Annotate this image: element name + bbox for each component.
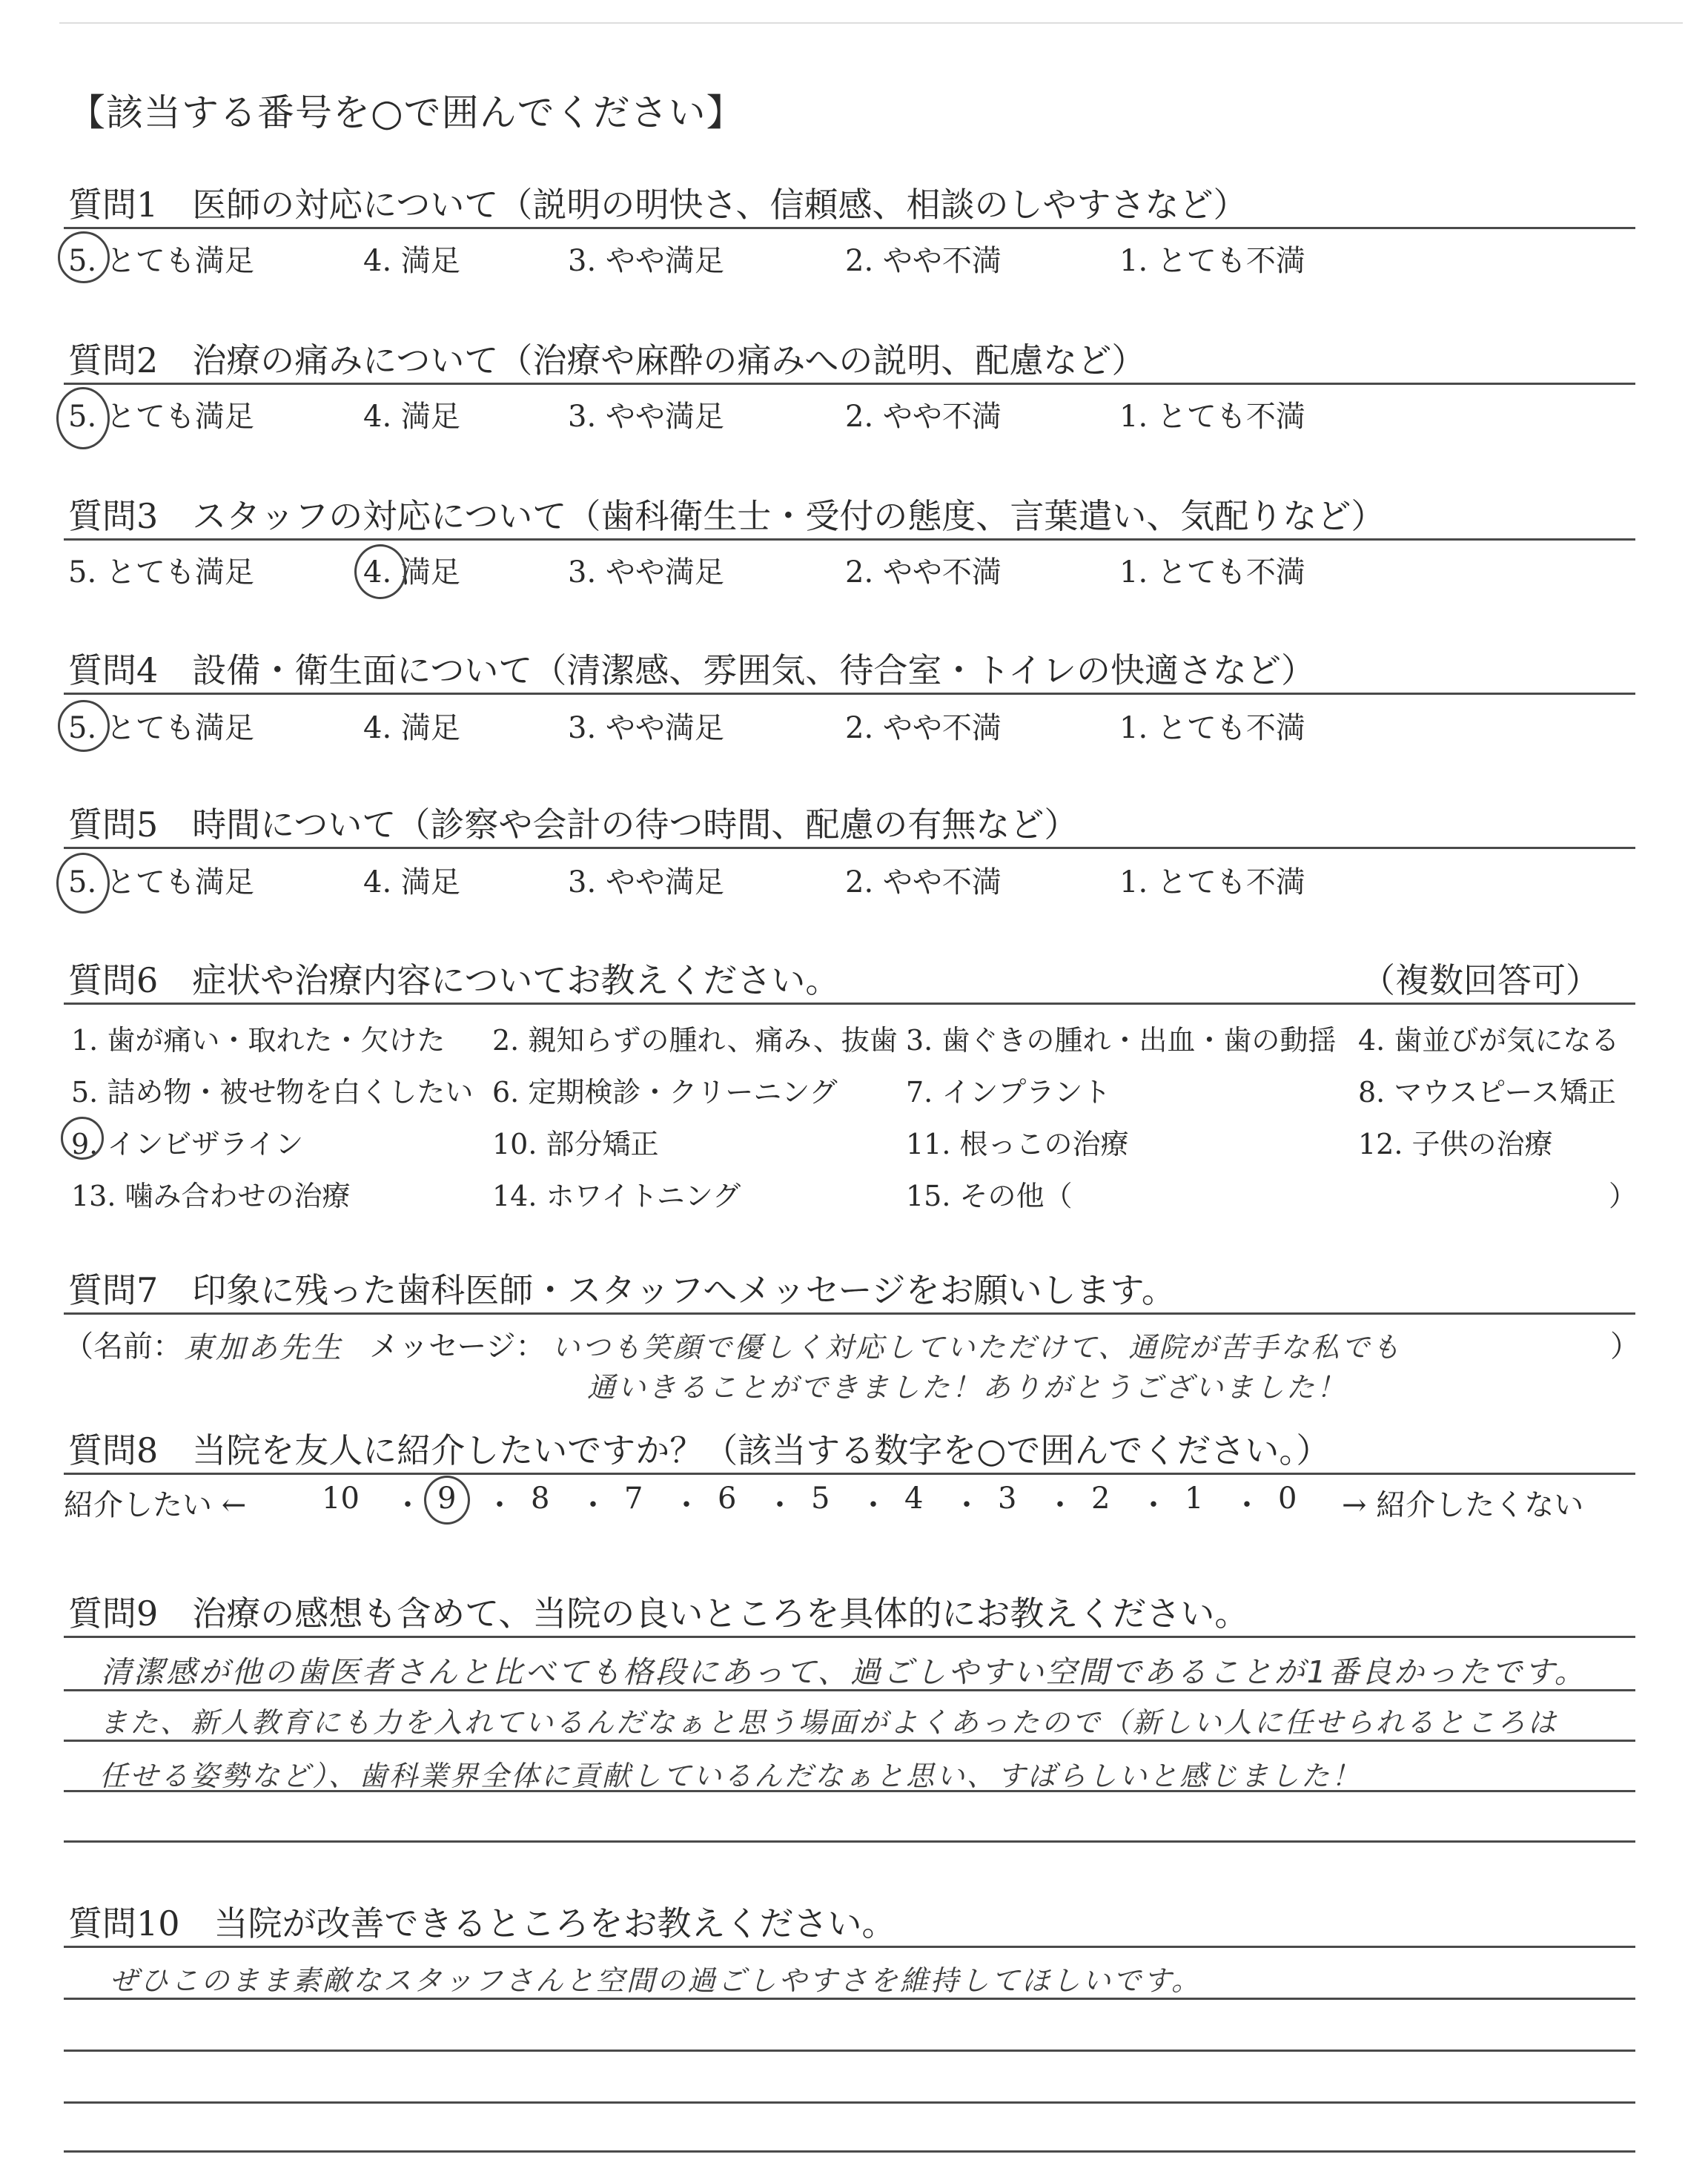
- q5-option-2[interactable]: 2. やや不満: [845, 865, 1002, 899]
- q7-title: 質問7 印象に残った歯科医師・スタッフへメッセージをお願いします。: [68, 1270, 1176, 1310]
- q5-option-1[interactable]: 1. とても不満: [1119, 865, 1305, 899]
- q2-option-2[interactable]: 2. やや不満: [845, 400, 1002, 434]
- q7-name-handwritten[interactable]: 東加あ先生: [184, 1331, 343, 1365]
- q8-title: 質問8 当院を友人に紹介したいですか？（該当する数字を○で囲んでください。）: [68, 1430, 1331, 1470]
- q6-option-9[interactable]: 9. インビザライン: [71, 1128, 304, 1160]
- instructions-heading: 【該当する番号を○で囲んでください】: [68, 91, 744, 134]
- q6-option-5[interactable]: 5. 詰め物・被せ物を白くしたい: [71, 1076, 474, 1109]
- q8-number-6[interactable]: 6: [718, 1482, 737, 1516]
- q6-option-11[interactable]: 11. 根っこの治療: [906, 1128, 1129, 1160]
- q10-answer-rule-3: [64, 2101, 1635, 2104]
- q9-answer-line-3[interactable]: 任せる姿勢など）、歯科業界全体に貢献しているんだなぁと思い、すばらしいと感じました！: [99, 1760, 1363, 1792]
- q8-number-8[interactable]: 8: [531, 1482, 550, 1516]
- q6-option-4[interactable]: 4. 歯並びが気になる: [1358, 1024, 1620, 1057]
- q8-dot: ・: [1045, 1488, 1075, 1522]
- q10-title: 質問10 当院が改善できるところをお教えください。: [68, 1903, 896, 1943]
- q9-answer-rule-2: [64, 1740, 1635, 1742]
- q8-dot: ・: [1139, 1488, 1168, 1522]
- q7-close-paren: ）: [1610, 1330, 1640, 1364]
- q9-answer-rule-1: [64, 1689, 1635, 1691]
- q4-option-5[interactable]: 5. とても満足: [68, 711, 254, 745]
- q6-option-14[interactable]: 14. ホワイトニング: [492, 1180, 741, 1212]
- q10-answer-line-1[interactable]: ぜひこのまま素敵なスタッフさんと空間の過ごしやすさを維持してほしいです。: [110, 1964, 1202, 1997]
- q3-option-1[interactable]: 1. とても不満: [1119, 555, 1305, 589]
- q8-number-4[interactable]: 4: [904, 1482, 924, 1516]
- q5-selection-circle: [56, 853, 110, 914]
- q6-option-8[interactable]: 8. マウスピース矯正: [1358, 1076, 1616, 1109]
- q10-rule: [64, 1946, 1635, 1948]
- q8-dot: ・: [578, 1488, 608, 1522]
- q4-selection-circle: [58, 700, 110, 752]
- q9-rule: [64, 1636, 1635, 1638]
- q2-rule: [64, 383, 1635, 385]
- q1-title: 質問1 医師の対応について（説明の明快さ、信頼感、相談のしやすさなど）: [68, 185, 1248, 225]
- q1-selection-circle: [58, 231, 110, 283]
- q8-selection-circle: [424, 1476, 470, 1525]
- q6-option-10[interactable]: 10. 部分矯正: [492, 1128, 659, 1160]
- q2-option-5[interactable]: 5. とても満足: [68, 400, 254, 434]
- q8-right-label: → 紹介したくない: [1342, 1488, 1584, 1522]
- q7-message-line-1[interactable]: いつも笑顔で優しく対応していただけて、通院が苦手な私でも: [552, 1331, 1403, 1364]
- q8-dot: ・: [765, 1488, 795, 1522]
- q8-number-7[interactable]: 7: [624, 1482, 643, 1516]
- q2-option-3[interactable]: 3. やや満足: [568, 400, 724, 434]
- q8-left-label: 紹介したい ←: [64, 1488, 247, 1522]
- q3-option-3[interactable]: 3. やや満足: [568, 555, 724, 589]
- q2-option-4[interactable]: 4. 満足: [363, 400, 460, 434]
- q4-option-4[interactable]: 4. 満足: [363, 711, 460, 745]
- q6-option-13[interactable]: 13. 噛み合わせの治療: [71, 1180, 351, 1212]
- scan-top-edge: [59, 22, 1683, 24]
- q5-option-3[interactable]: 3. やや満足: [568, 865, 724, 899]
- q8-number-10[interactable]: 10: [322, 1482, 360, 1516]
- q8-number-0[interactable]: 0: [1278, 1482, 1297, 1516]
- q4-title: 質問4 設備・衛生面について（清潔感、雰囲気、待合室・トイレの快適さなど）: [68, 650, 1316, 690]
- q3-selection-circle: [354, 544, 406, 599]
- q6-option-1[interactable]: 1. 歯が痛い・取れた・欠けた: [71, 1024, 446, 1057]
- q8-number-9[interactable]: 9: [437, 1482, 457, 1516]
- q5-option-5[interactable]: 5. とても満足: [68, 865, 254, 899]
- q8-dot: ・: [1232, 1488, 1262, 1522]
- q8-number-5[interactable]: 5: [811, 1482, 830, 1516]
- q8-dot: ・: [485, 1488, 514, 1522]
- q3-option-4[interactable]: 4. 満足: [363, 555, 460, 589]
- q4-option-2[interactable]: 2. やや不満: [845, 711, 1002, 745]
- q3-option-5[interactable]: 5. とても満足: [68, 555, 254, 589]
- q6-other-close-paren: ）: [1609, 1180, 1638, 1212]
- q1-rule: [64, 227, 1635, 229]
- q6-rule: [64, 1003, 1635, 1005]
- q3-option-2[interactable]: 2. やや不満: [845, 555, 1002, 589]
- q10-answer-rule-4: [64, 2150, 1635, 2153]
- q6-option-3[interactable]: 3. 歯ぐきの腫れ・出血・歯の動揺: [906, 1024, 1337, 1057]
- q9-answer-rule-4: [64, 1840, 1635, 1843]
- q6-option-12[interactable]: 12. 子供の治療: [1358, 1128, 1553, 1160]
- q1-option-5[interactable]: 5. とても満足: [68, 244, 254, 278]
- q6-option-6[interactable]: 6. 定期検診・クリーニング: [492, 1076, 838, 1109]
- q6-option-2[interactable]: 2. 親知らずの腫れ、痛み、抜歯: [492, 1024, 898, 1057]
- q6-title: 質問6 症状や治療内容についてお教えください。: [68, 960, 840, 1000]
- q8-number-2[interactable]: 2: [1091, 1482, 1110, 1516]
- q9-answer-rule-3: [64, 1790, 1635, 1792]
- q8-number-3[interactable]: 3: [998, 1482, 1017, 1516]
- q2-title: 質問2 治療の痛みについて（治療や麻酔の痛みへの説明、配慮など）: [68, 340, 1146, 380]
- q6-option-7[interactable]: 7. インプラント: [906, 1076, 1111, 1109]
- q8-dot: ・: [858, 1488, 888, 1522]
- q8-dot: ・: [393, 1488, 423, 1522]
- q9-answer-line-1[interactable]: 清潔感が他の歯医者さんと比べても格段にあって、過ごしやすい空間であることが1番良かったです。: [101, 1654, 1587, 1690]
- q6-selection-circle: [61, 1117, 104, 1160]
- q1-option-3[interactable]: 3. やや満足: [568, 244, 724, 278]
- q7-rule: [64, 1312, 1635, 1315]
- q4-option-1[interactable]: 1. とても不満: [1119, 711, 1305, 745]
- q7-name-label: （名前：: [64, 1330, 182, 1364]
- q1-option-1[interactable]: 1. とても不満: [1119, 244, 1305, 278]
- q2-selection-circle: [56, 387, 110, 449]
- q2-option-1[interactable]: 1. とても不満: [1119, 400, 1305, 434]
- q9-title: 質問9 治療の感想も含めて、当院の良いところを具体的にお教えください。: [68, 1593, 1249, 1634]
- q1-option-2[interactable]: 2. やや不満: [845, 244, 1002, 278]
- q7-message-line-2[interactable]: 通いきることができました！ありがとうございました！: [587, 1371, 1348, 1404]
- q7-message-label: メッセージ：: [369, 1330, 546, 1364]
- q8-dot: ・: [952, 1488, 982, 1522]
- q10-answer-rule-2: [64, 2050, 1635, 2052]
- q5-title: 質問5 時間について（診察や会計の待つ時間、配慮の有無など）: [68, 805, 1079, 845]
- q8-dot: ・: [672, 1488, 701, 1522]
- q9-answer-line-2[interactable]: また、新人教育にも力を入れているんだなぁと思う場面がよくあったので（新しい人に任せられるところは: [99, 1706, 1558, 1739]
- q5-rule: [64, 847, 1635, 849]
- q3-title: 質問3 スタッフの対応について（歯科衛生士・受付の態度、言葉遣い、気配りなど）: [68, 496, 1386, 536]
- q4-option-3[interactable]: 3. やや満足: [568, 711, 724, 745]
- q6-multiple-answers-note: （複数回答可）: [1361, 960, 1600, 1000]
- q5-option-4[interactable]: 4. 満足: [363, 865, 460, 899]
- q1-option-4[interactable]: 4. 満足: [363, 244, 460, 278]
- q6-option-15[interactable]: 15. その他（: [906, 1180, 1073, 1212]
- q4-rule: [64, 693, 1635, 695]
- q8-rule: [64, 1473, 1635, 1475]
- q8-number-1[interactable]: 1: [1185, 1482, 1204, 1516]
- q10-answer-rule-1: [64, 1998, 1635, 2000]
- q3-rule: [64, 538, 1635, 541]
